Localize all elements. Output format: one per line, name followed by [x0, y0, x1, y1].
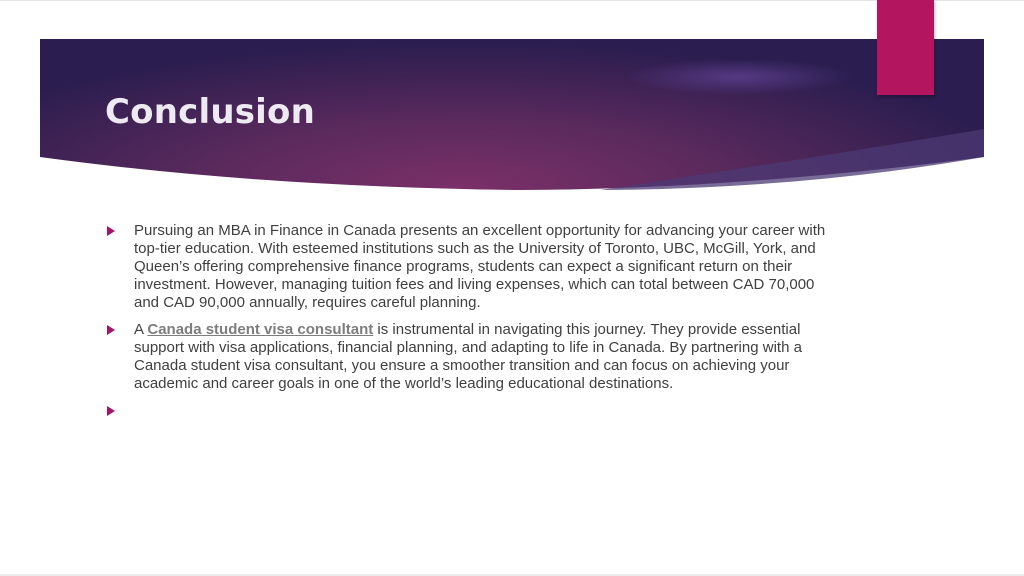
bullet-prefix: A [134, 321, 148, 338]
bullet-arrow-icon [107, 325, 115, 335]
bullet-text [134, 402, 837, 420]
content-area [107, 222, 837, 420]
bullet-text [134, 321, 837, 393]
bullet-item [107, 321, 837, 393]
consultant-link[interactable]: Canada student visa consultant [147, 321, 374, 338]
bullet-arrow-icon [107, 226, 115, 236]
bullet-text: Pursuing an MBA in Finance in Canada presents an excellent opportunity for advancing your career with top-tier education. With esteemed institutions such as the University of Toronto, UBC, McGill, York, and Queen’s offering comprehensive finance programs, students can expect a significant return on their investment. However, managing tuition fees and living expenses, which can total between CAD 70,000 and CAD 90,000 annually, requires careful planning. [134, 222, 826, 311]
bullet-arrow-icon [107, 406, 115, 416]
bullet-item [107, 222, 837, 312]
bullet-suffix: is instrumental in navigating this journey. They provide essential support with visa applications, financial planning, and adapting to life in Canada. By partnering with a Canada student visa consultant, you ensure a smoother transition and can focus on achieving your academic and career goals in one of the world’s leading educational destinations. [134, 321, 802, 392]
accent-tab [877, 0, 934, 95]
bullet-item-empty [107, 402, 837, 420]
top-border [0, 0, 1024, 1]
slide-title: Conclusion [105, 92, 315, 132]
